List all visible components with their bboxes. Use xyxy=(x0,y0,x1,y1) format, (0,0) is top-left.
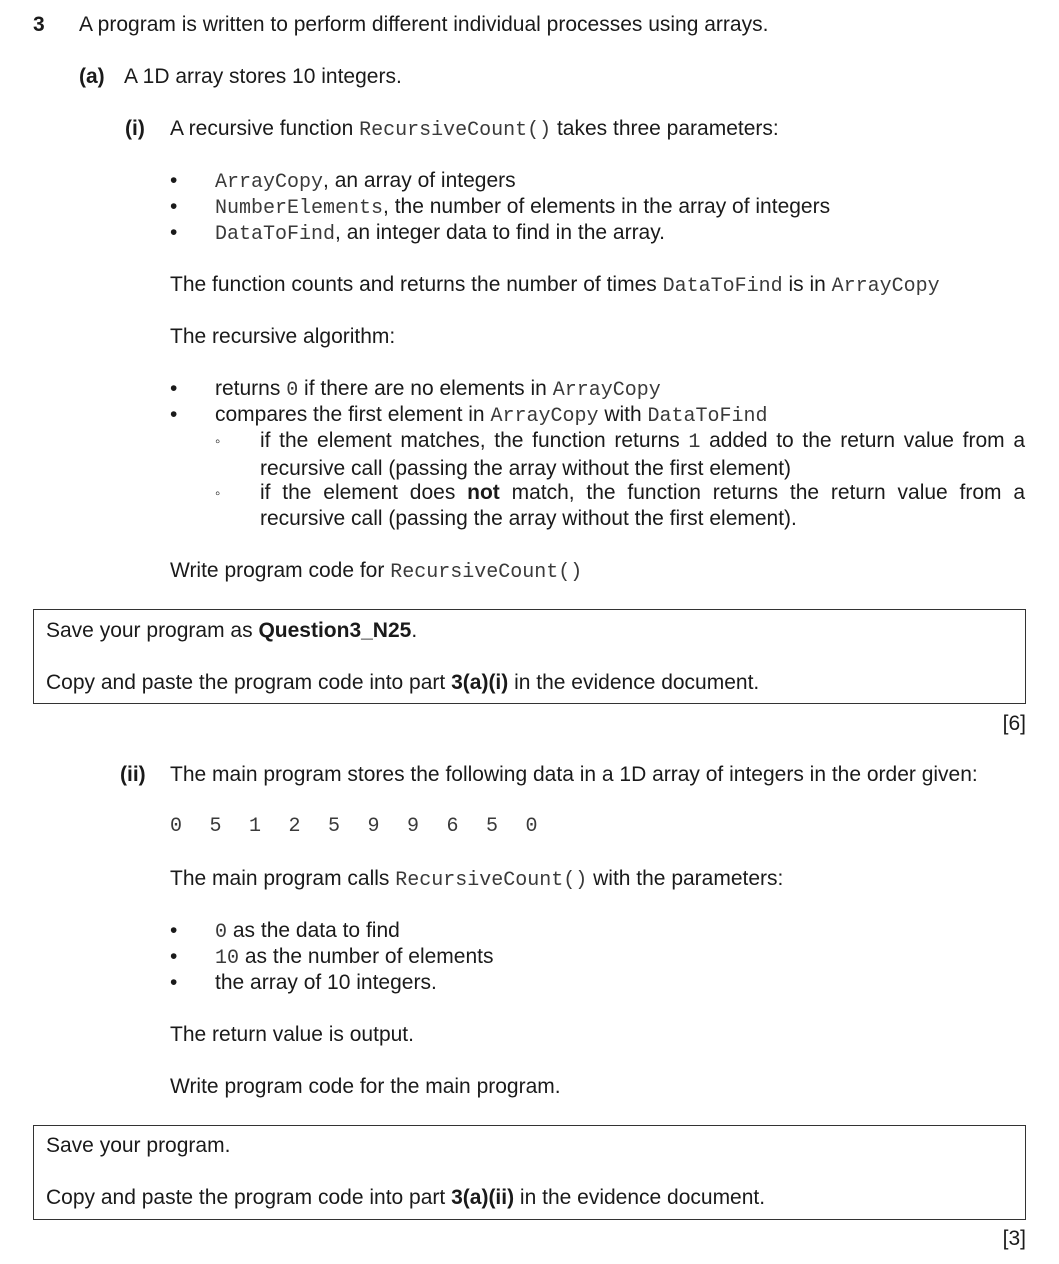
part-a-text: A 1D array stores 10 integers. xyxy=(124,65,402,88)
counts-description xyxy=(170,272,940,300)
bullet-icon: • xyxy=(170,403,178,426)
calls-text: with the parameters: xyxy=(587,867,784,890)
array-value: 6 xyxy=(446,815,459,838)
algorithm-code: 0 xyxy=(286,379,299,402)
main-calls-line xyxy=(170,866,783,894)
calls-code: RecursiveCount() xyxy=(395,869,588,892)
function-name-code: RecursiveCount() xyxy=(359,119,552,142)
call-param-text: as the number of elements xyxy=(239,945,494,968)
algorithm-code: ArrayCopy xyxy=(490,405,599,428)
array-value: 5 xyxy=(209,815,222,838)
call-param-item xyxy=(215,918,400,946)
bullet-icon: • xyxy=(170,221,178,244)
call-param-item: the array of 10 integers. xyxy=(215,971,437,994)
part-i-intro-tail: takes three parameters: xyxy=(551,117,779,140)
substep-code: 1 xyxy=(688,431,701,454)
copy-text: Copy and paste the program code into part xyxy=(46,1186,452,1209)
array-value: 0 xyxy=(170,815,183,838)
part-i-intro xyxy=(170,116,779,144)
algorithm-step xyxy=(215,376,661,404)
param-item xyxy=(215,194,830,222)
algorithm-step xyxy=(215,402,768,430)
algorithm-substep xyxy=(260,480,1025,532)
array-values xyxy=(170,814,565,840)
param-item xyxy=(215,220,665,248)
bullet-icon: • xyxy=(170,377,178,400)
save-instruction-box xyxy=(33,609,1026,704)
array-value: 5 xyxy=(486,815,499,838)
bullet-icon: • xyxy=(170,971,178,994)
algorithm-substep xyxy=(260,428,1025,482)
substep-text: if the element matches, the function returns xyxy=(260,429,689,452)
bullet-icon: • xyxy=(170,945,178,968)
param-text: , an integer data to find in the array. xyxy=(335,221,666,244)
substep-text: if the element does xyxy=(260,481,468,504)
marks: [6] xyxy=(1002,712,1026,735)
sub-bullet-icon: ◦ xyxy=(215,433,221,450)
call-param-code: 0 xyxy=(215,921,228,944)
algorithm-text: with xyxy=(598,403,648,426)
save-instruction: Save your program. xyxy=(46,1134,231,1157)
part-ii-label: (ii) xyxy=(120,763,146,786)
write-code: RecursiveCount() xyxy=(390,561,583,584)
bullet-icon: • xyxy=(170,169,178,192)
algorithm-text: compares the first element in xyxy=(215,403,491,426)
algorithm-text: returns xyxy=(215,377,287,400)
save-text: . xyxy=(411,619,418,642)
part-ii-intro: The main program stores the following data in a 1D array of integers in the order given: xyxy=(170,763,978,786)
call-param-text: as the data to find xyxy=(227,919,400,942)
algorithm-code: DataToFind xyxy=(647,405,768,428)
array-value: 9 xyxy=(407,815,420,838)
calls-text: The main program calls xyxy=(170,867,396,890)
substep-emphasis: not xyxy=(467,481,500,504)
copy-instruction xyxy=(46,1185,765,1211)
algorithm-code: ArrayCopy xyxy=(552,379,661,402)
copy-instruction xyxy=(46,670,759,696)
bullet-icon: • xyxy=(170,195,178,218)
output-statement: The return value is output. xyxy=(170,1023,414,1046)
write-text: Write program code for xyxy=(170,559,391,582)
part-i-intro-text: A recursive function xyxy=(170,117,360,140)
bullet-icon: • xyxy=(170,919,178,942)
counts-text: The function counts and returns the number of times xyxy=(170,273,663,296)
question-intro: A program is written to perform different individual processes using arrays. xyxy=(79,13,769,36)
part-a-label: (a) xyxy=(79,65,105,88)
param-code: DataToFind xyxy=(215,223,336,246)
call-param-code: 10 xyxy=(215,947,240,970)
evidence-part-ref: 3(a)(i) xyxy=(451,671,509,694)
array-value: 2 xyxy=(288,815,301,838)
counts-text: is in xyxy=(782,273,832,296)
write-instruction xyxy=(170,558,582,586)
copy-text: Copy and paste the program code into part xyxy=(46,671,452,694)
param-code: ArrayCopy xyxy=(215,171,324,194)
save-instruction-box xyxy=(33,1125,1026,1220)
counts-code: ArrayCopy xyxy=(831,275,940,298)
param-item xyxy=(215,168,516,196)
part-i-label: (i) xyxy=(125,117,145,140)
save-instruction xyxy=(46,618,417,644)
evidence-part-ref: 3(a)(ii) xyxy=(451,1186,515,1209)
counts-code: DataToFind xyxy=(662,275,783,298)
array-value: 5 xyxy=(328,815,341,838)
marks: [3] xyxy=(1002,1227,1026,1250)
call-param-item xyxy=(215,944,494,972)
array-value: 0 xyxy=(525,815,538,838)
array-value: 1 xyxy=(249,815,262,838)
substep-text: added to the return value from a recursive call (passing the array without the first element) xyxy=(260,429,1026,480)
param-text: , an array of integers xyxy=(323,169,516,192)
program-filename: Question3_N25 xyxy=(258,619,412,642)
question-number: 3 xyxy=(33,13,45,36)
substep-text: match, the function returns the return value from a recursive call (passing the array without the first element). xyxy=(260,481,1025,530)
algorithm-heading: The recursive algorithm: xyxy=(170,325,396,348)
algorithm-text: if there are no elements in xyxy=(298,377,553,400)
copy-text: in the evidence document. xyxy=(508,671,760,694)
copy-text: in the evidence document. xyxy=(514,1186,766,1209)
write-main-instruction: Write program code for the main program. xyxy=(170,1075,561,1098)
param-code: NumberElements xyxy=(215,197,384,220)
param-text: , the number of elements in the array of integers xyxy=(383,195,831,218)
save-text: Save your program as xyxy=(46,619,259,642)
sub-bullet-icon: ◦ xyxy=(215,485,221,502)
array-value: 9 xyxy=(367,815,380,838)
